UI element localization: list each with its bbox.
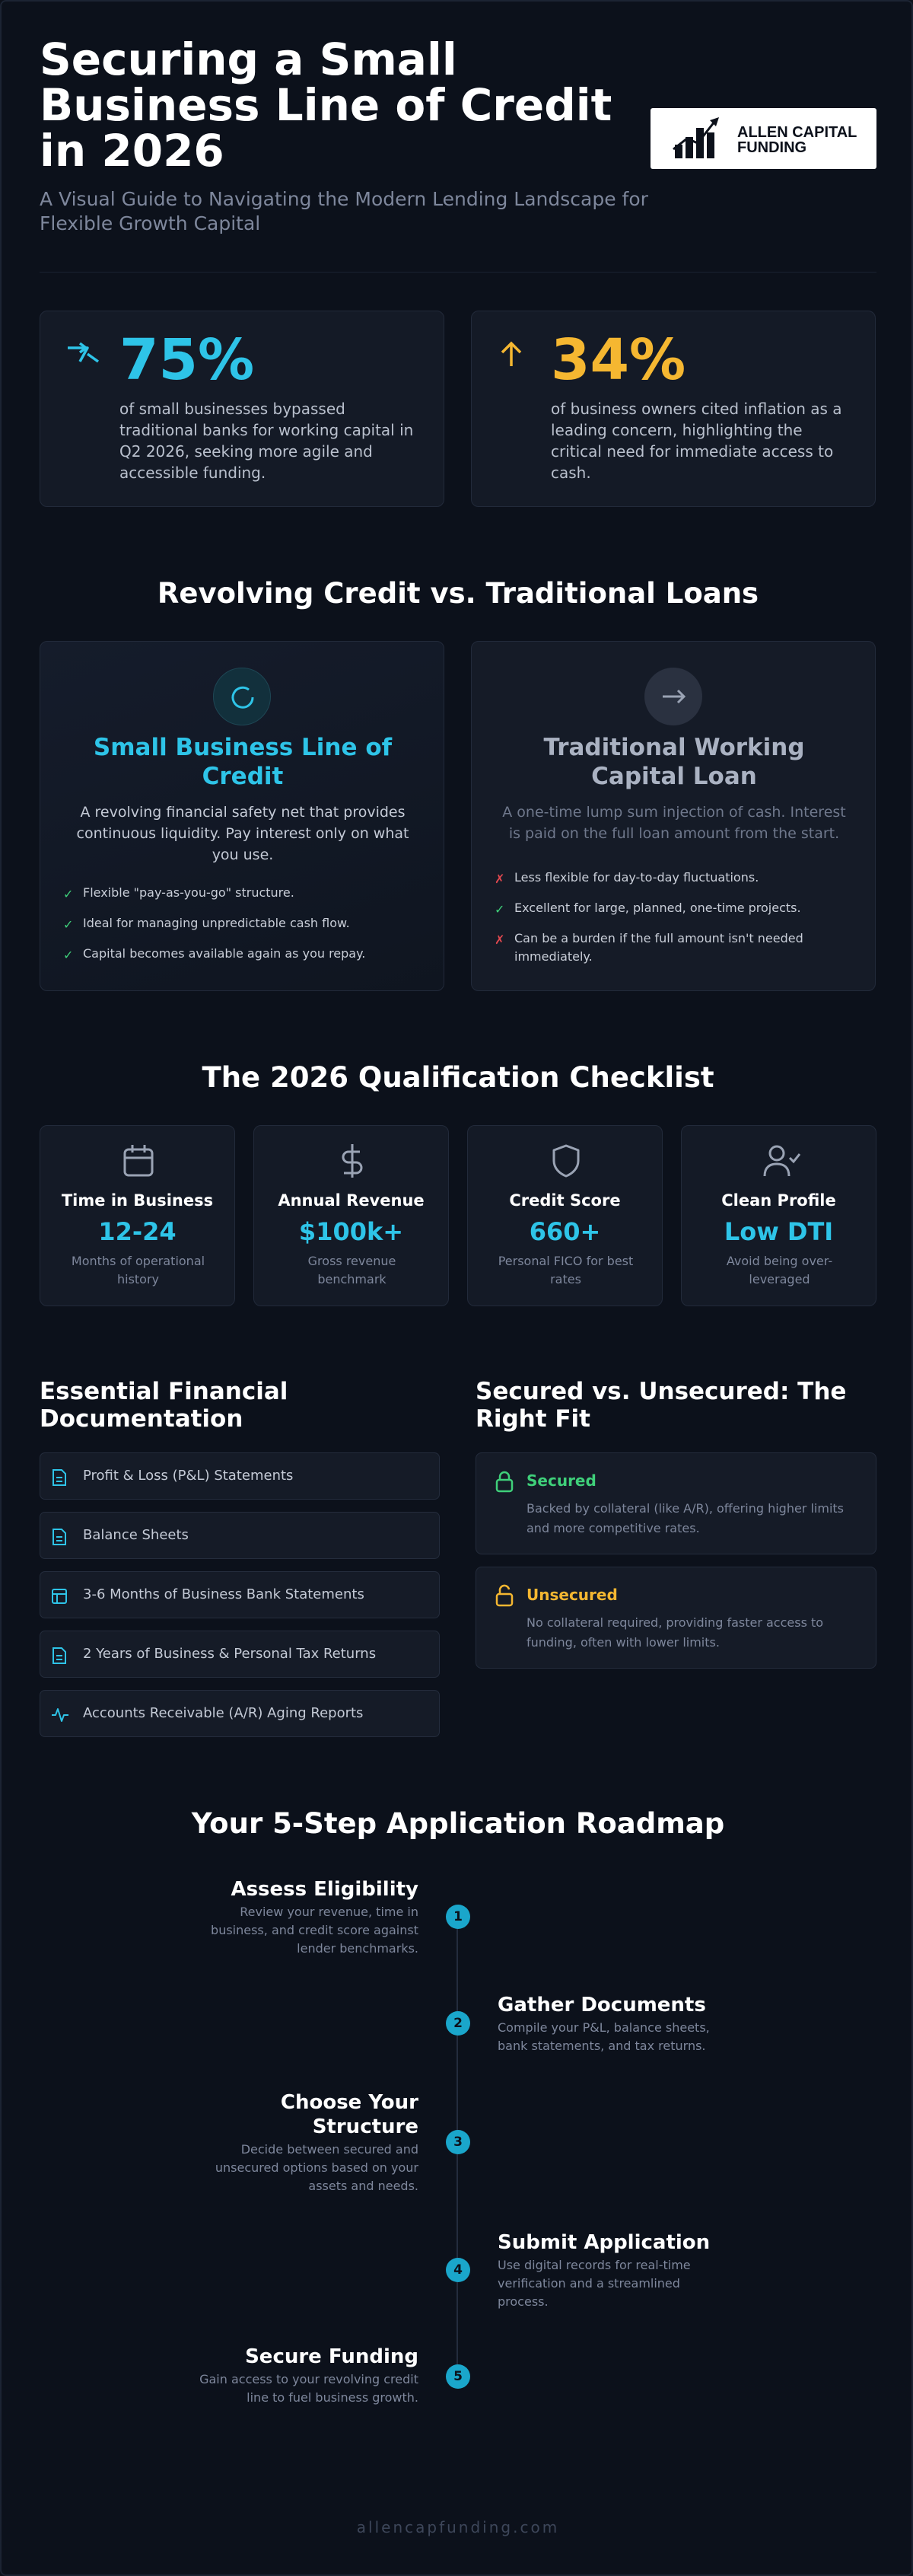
step-description: Review your revenue, time in business, and credit score against lender benchmarks.	[211, 1905, 418, 1956]
header	[40, 33, 876, 273]
document-icon	[51, 1528, 68, 1546]
stat-card-inflation	[471, 311, 876, 507]
doc-item	[40, 1512, 440, 1559]
checklist-label: Time in Business	[61, 1191, 214, 1210]
list-item	[495, 869, 860, 887]
roadmap-step	[190, 2090, 418, 2195]
stat-value: 34%	[551, 327, 686, 393]
page-subtitle: A Visual Guide to Navigating the Modern Lending Landscape for Flexible Growth Capital	[40, 188, 648, 234]
roadmap-title: Your 5-Step Application Roadmap	[191, 1807, 725, 1840]
doc-label: Accounts Receivable (A/R) Aging Reports	[83, 1705, 364, 1721]
card-title: Traditional Working Capital Loan	[543, 734, 805, 790]
roadmap-step	[498, 2230, 726, 2311]
check-icon: ✓	[495, 902, 505, 917]
list-item-text: Can be a burden if the full amount isn't needed immediately.	[514, 931, 803, 964]
check-icon: ✓	[63, 948, 74, 962]
stat-description: of business owners cited inflation as a leading concern, highlighting the critical need for immediate access to cash.	[551, 400, 842, 482]
step-description: Gain access to your revolving credit line to fuel business growth.	[199, 2372, 418, 2405]
traditional-loan-card	[471, 641, 876, 991]
footer-url: allencapfunding.com	[356, 2518, 560, 2536]
step-number: 5	[446, 2364, 470, 2389]
check-icon: ✓	[63, 887, 74, 901]
spreadsheet-icon	[51, 1587, 68, 1605]
step-number: 3	[446, 2130, 470, 2154]
list-item	[495, 899, 860, 917]
calendar-icon	[121, 1143, 156, 1179]
stat-description: of small businesses bypassed traditional banks for working capital in Q2 2026, seeking more agile and accessible funding.	[119, 400, 414, 482]
roadmap-step	[190, 2345, 418, 2407]
trend-arrow-icon	[65, 339, 101, 369]
checklist-title: The 2026 Qualification Checklist	[202, 1061, 714, 1094]
doc-label: 2 Years of Business & Personal Tax Returns	[83, 1646, 377, 1662]
checklist-value: $100k+	[298, 1217, 404, 1246]
page-title: Securing a Small Business Line of Credit in 2026	[40, 33, 612, 177]
check-icon: ✓	[63, 917, 74, 932]
arrow-icon-circle	[644, 668, 702, 725]
step-description: Use digital records for real-time verification and a streamlined process.	[498, 2258, 691, 2309]
step-title: Gather Documents	[498, 1994, 706, 2016]
document-icon	[51, 1647, 68, 1665]
unsecured-card	[476, 1567, 876, 1669]
step-number: 2	[446, 2011, 470, 2036]
unsecured-description: No collateral required, providing faster access to funding, often with lower limits.	[526, 1615, 824, 1650]
doc-item	[40, 1631, 440, 1678]
comparison-title: Revolving Credit vs. Traditional Loans	[157, 577, 759, 610]
arrow-right-icon	[644, 668, 702, 725]
logo-line-1: ALLEN CAPITAL	[737, 124, 857, 141]
refresh-icon-circle	[213, 668, 271, 725]
user-check-icon	[762, 1143, 800, 1179]
list-item	[63, 945, 428, 963]
roadmap-step	[498, 1993, 726, 2055]
logo	[651, 108, 876, 169]
logo-line-2: FUNDING	[737, 139, 807, 156]
list-item-text: Ideal for managing unpredictable cash flow.	[83, 916, 350, 930]
cross-icon: ✗	[495, 872, 505, 886]
card-description: A revolving financial safety net that provides continuous liquidity. Pay interest only on what you use.	[76, 804, 409, 863]
step-number: 4	[446, 2258, 470, 2282]
activity-icon	[51, 1706, 69, 1724]
list-item-text: Capital becomes available again as you repay.	[83, 946, 366, 961]
doc-item	[40, 1571, 440, 1618]
checklist-card-time	[40, 1125, 235, 1306]
document-icon	[51, 1468, 68, 1487]
bar-chart-logo-icon	[672, 116, 730, 161]
list-item	[63, 914, 428, 933]
step-description: Compile your P&L, balance sheets, bank statements, and tax returns.	[498, 2020, 710, 2053]
checklist-value: Low DTI	[724, 1217, 834, 1246]
stat-card-banks	[40, 311, 444, 507]
step-title: Submit Application	[498, 2231, 711, 2254]
benefit-list	[63, 884, 428, 975]
lock-icon	[495, 1470, 514, 1493]
checklist-label: Annual Revenue	[278, 1191, 425, 1210]
step-title: Assess Eligibility	[231, 1878, 418, 1901]
checklist-sub: Avoid being over-leveraged	[726, 1254, 833, 1286]
arrow-up-icon	[496, 339, 526, 369]
drawback-list	[495, 869, 860, 978]
checklist-card-profile	[681, 1125, 876, 1306]
list-item-text: Excellent for large, planned, one-time projects.	[514, 901, 801, 915]
checklist-card-revenue	[253, 1125, 449, 1306]
logo-text	[737, 125, 857, 155]
checklist-value: 660+	[529, 1217, 601, 1246]
card-description: A one-time lump sum injection of cash. Interest is paid on the full loan amount from the start.	[502, 804, 846, 842]
step-title: Choose Your Structure	[280, 2091, 418, 2138]
checklist-label: Clean Profile	[721, 1191, 836, 1210]
list-item	[495, 929, 860, 966]
doc-label: 3-6 Months of Business Bank Statements	[83, 1586, 364, 1602]
secured-description: Backed by collateral (like A/R), offering higher limits and more competitive rates.	[526, 1501, 844, 1535]
step-number: 1	[446, 1905, 470, 1929]
doc-item	[40, 1452, 440, 1500]
checklist-sub: Months of operational history	[71, 1254, 205, 1286]
doc-label: Profit & Loss (P&L) Statements	[83, 1468, 294, 1484]
list-item-text: Flexible "pay-as-you-go" structure.	[83, 885, 294, 900]
roadmap-step	[190, 1877, 418, 1958]
documentation-title: Essential Financial Documentation	[40, 1378, 288, 1433]
doc-label: Balance Sheets	[83, 1527, 189, 1543]
shield-icon	[549, 1143, 584, 1179]
checklist-sub: Personal FICO for best rates	[498, 1254, 634, 1286]
step-description: Decide between secured and unsecured options based on your assets and needs.	[215, 2142, 418, 2193]
secured-card	[476, 1452, 876, 1554]
checklist-value: 12-24	[98, 1217, 177, 1246]
stat-value: 75%	[119, 327, 255, 393]
step-title: Secure Funding	[245, 2345, 418, 2368]
secured-title: Secured vs. Unsecured: The Right Fit	[476, 1378, 847, 1433]
secured-label: Secured	[526, 1471, 596, 1490]
line-of-credit-card	[40, 641, 444, 991]
card-title: Small Business Line of Credit	[93, 734, 393, 790]
checklist-card-credit	[467, 1125, 663, 1306]
list-item	[63, 884, 428, 902]
unsecured-label: Unsecured	[526, 1586, 618, 1604]
dollar-icon	[335, 1143, 370, 1179]
refresh-icon	[214, 668, 272, 726]
cross-icon: ✗	[495, 933, 505, 947]
doc-item	[40, 1690, 440, 1737]
checklist-label: Credit Score	[509, 1191, 621, 1210]
checklist-sub: Gross revenue benchmark	[307, 1254, 396, 1286]
list-item-text: Less flexible for day-to-day fluctuations.	[514, 870, 759, 885]
unlock-icon	[495, 1584, 514, 1607]
